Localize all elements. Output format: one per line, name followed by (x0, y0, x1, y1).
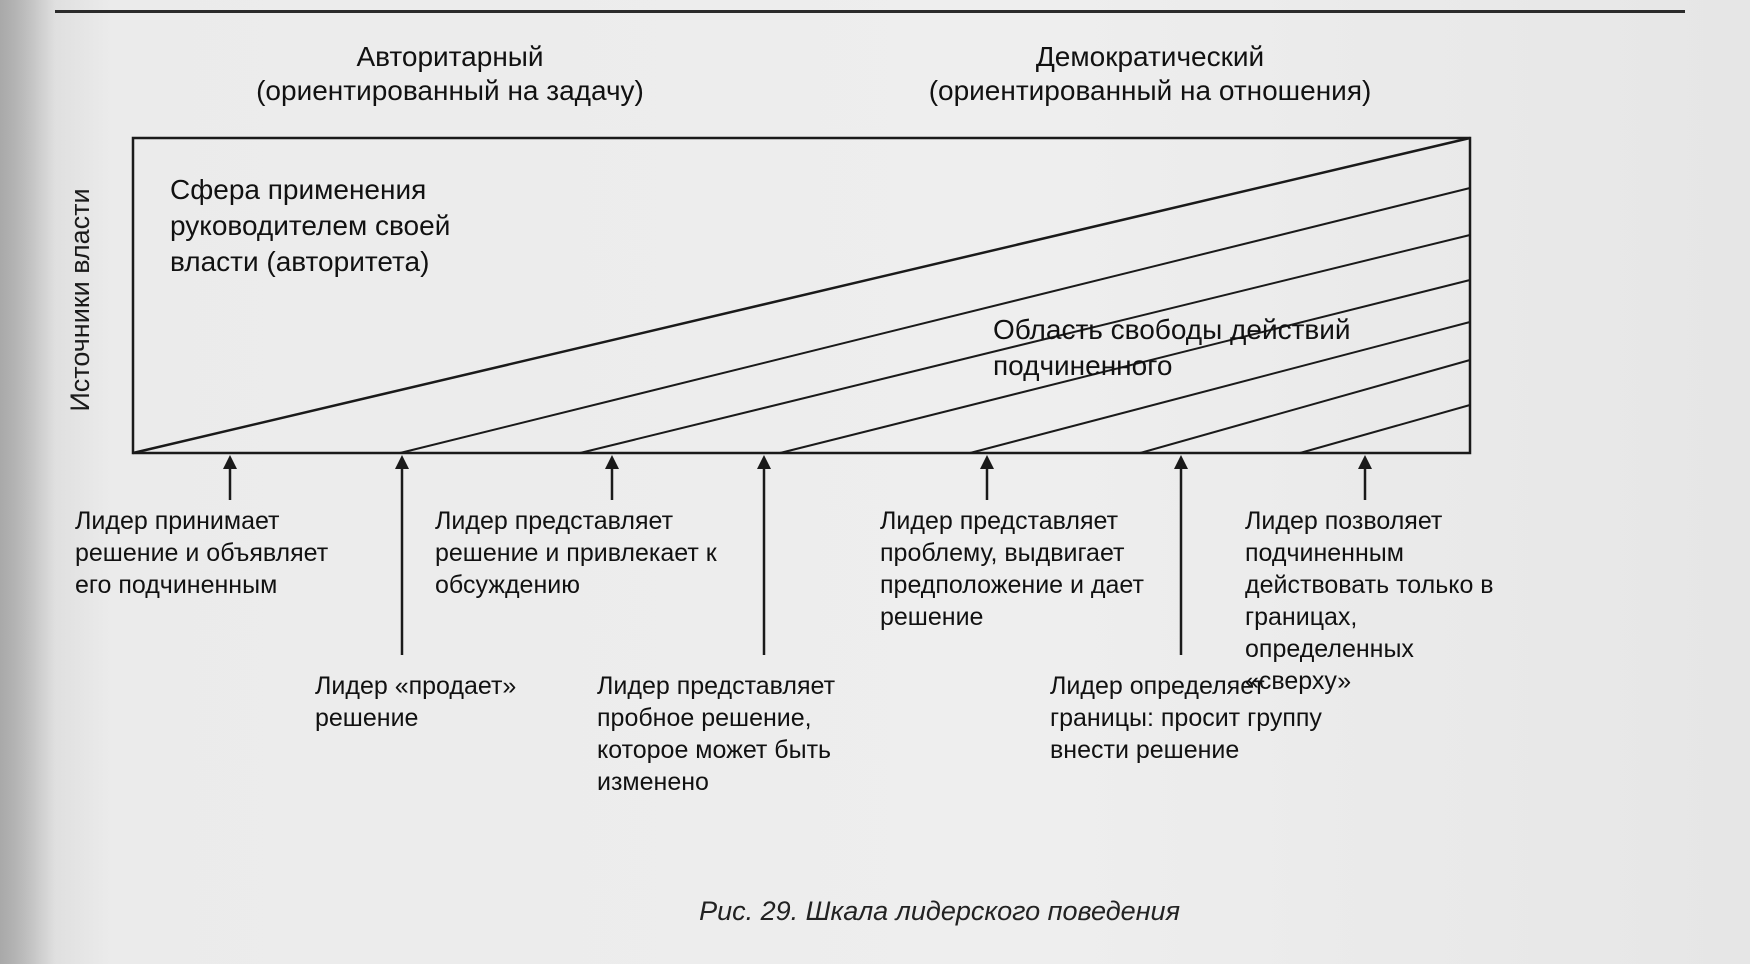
header-left-title: Авторитарный (356, 41, 544, 72)
subordinate-zone-text: Область свободы действий подчиненного (993, 314, 1351, 381)
arrows (230, 462, 1365, 655)
header-right-title: Демократический (1035, 41, 1265, 72)
label-tentative-decision: Лидер представляет пробное решение, которое может быть изменено (597, 672, 836, 796)
header-left-subtitle: (ориентированный на задачу) (256, 75, 644, 106)
label-group-decides: Лидер определяет границы: просит группу внести решение (1050, 672, 1322, 764)
leader-zone-text: Сфера применения руководителем своей власти (авторитета) (170, 174, 451, 277)
hatch-line (1300, 405, 1470, 453)
header-right-subtitle: (ориентированный на отношения) (928, 75, 1372, 106)
label-presents-problem: Лидер представляет проблему, выдвигает предположение и дает решение (880, 507, 1144, 631)
label-defined-limits: Лидер позволяет подчиненным действовать только в границах, определенных «сверху» (1245, 507, 1494, 695)
axis-label: Источники власти (65, 188, 95, 412)
figure-caption: Рис. 29. Шкала лидерского поведения (699, 896, 1180, 926)
label-announces-decision: Лидер принимает решение и объявляет его подчиненным (75, 507, 329, 599)
label-sells-decision: Лидер «продает» решение (315, 672, 517, 732)
label-invites-discussion: Лидер представляет решение и привлекает к обсуждению (435, 507, 717, 599)
